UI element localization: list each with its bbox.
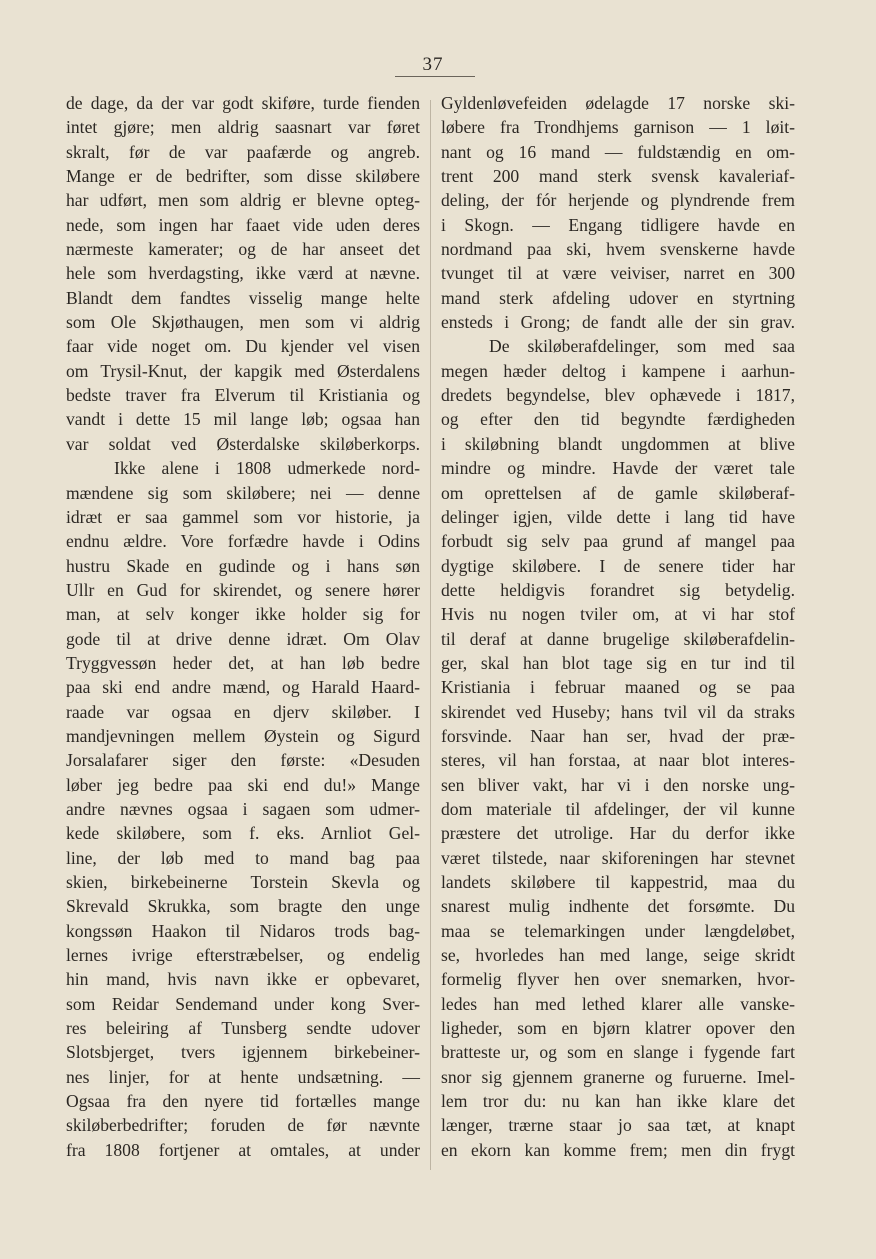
text-line: været tilstede, naar skiforeningen har stevnet bbox=[441, 847, 795, 868]
text-line: ledes han med lethed klarer alle vanske- bbox=[441, 993, 795, 1014]
text-line: man, at selv konger ikke holder sig for bbox=[66, 604, 420, 625]
text-line: intet gjøre; men aldrig saasnart var føret bbox=[66, 117, 420, 138]
text-line: steres, vil han forstaa, at naar blot interes- bbox=[441, 750, 795, 771]
text-line: snarest mulig indhente det forsømte. Du bbox=[441, 896, 795, 917]
text-line: Skrevald Skrukka, som bragte den unge bbox=[66, 896, 420, 917]
text-line: nærmeste kamerater; og de har anseet det bbox=[66, 239, 420, 260]
text-line: bedste traver fra Elverum til Kristiania og bbox=[66, 385, 420, 406]
page-number: 37 bbox=[422, 54, 444, 75]
text-line: faar vide noget om. Du kjender vel visen bbox=[66, 336, 420, 357]
text-line: line, der løb med to mand bag paa bbox=[66, 847, 420, 868]
text-line: se, hvorledes han med lange, seige skridt bbox=[441, 945, 795, 966]
text-line: Kristiania i februar maaned og se paa bbox=[441, 677, 795, 698]
text-line: mandjevningen mellem Øystein og Sigurd bbox=[66, 725, 420, 746]
text-line: mændene sig som skiløbere; nei — denne bbox=[66, 482, 420, 503]
text-line: dredets begyndelse, blev ophævede i 1817, bbox=[441, 385, 795, 406]
header-rule bbox=[395, 76, 475, 77]
text-line: nordmand paa ski, hvem svenskerne havde bbox=[441, 239, 795, 260]
text-line: dette heldigvis forandret sig betydelig. bbox=[441, 579, 795, 600]
text-line: deling, der fór herjende og plyndrende frem bbox=[441, 190, 795, 211]
text-line: Ullr en Gud for skirendet, og senere hører bbox=[66, 579, 420, 600]
left-column bbox=[66, 91, 420, 1162]
text-line: dygtige skiløbere. I de senere tider har bbox=[441, 555, 795, 576]
text-line: Blandt dem fandtes visselig mange helte bbox=[66, 287, 420, 308]
text-line: paa ski end andre mænd, og Harald Haard- bbox=[66, 677, 420, 698]
text-line: delinger igjen, vilde dette i lang tid have bbox=[441, 506, 795, 527]
text-line: kongssøn Haakon til Nidaros trods bag- bbox=[66, 920, 420, 941]
text-line: kede skiløbere, som f. eks. Arnliot Gel- bbox=[66, 823, 420, 844]
text-line: nant og 16 mand — fuldstændig en om- bbox=[441, 141, 795, 162]
text-line: res beleiring af Tunsberg sendte udover bbox=[66, 1018, 420, 1039]
right-column bbox=[441, 91, 795, 1162]
text-line: formelig flyver hen over snemarken, hvor- bbox=[441, 969, 795, 990]
text-line: Slotsbjerget, tvers igjennem birkebeiner- bbox=[66, 1042, 420, 1063]
text-line: gode til at drive denne idræt. Om Olav bbox=[66, 628, 420, 649]
text-line: Hvis nu nogen tviler om, at vi har stof bbox=[441, 604, 795, 625]
text-line: raade var ogsaa en djerv skiløber. I bbox=[66, 701, 420, 722]
text-line: som Ole Skjøthaugen, men som vi aldrig bbox=[66, 312, 420, 333]
text-line: skirendet ved Huseby; hans tvil vil da straks bbox=[441, 701, 795, 722]
text-line: længer, trærne staar jo saa tæt, at knapt bbox=[441, 1115, 795, 1136]
text-line: snor sig gjennem granerne og furuerne. Imel- bbox=[441, 1066, 795, 1087]
text-line: i skiløbning blandt ungdommen at blive bbox=[441, 433, 795, 454]
text-line: Jorsalafarer siger den første: «Desuden bbox=[66, 750, 420, 771]
text-line: ligheder, som en bjørn klatrer opover den bbox=[441, 1018, 795, 1039]
text-line: lem tror du: nu kan han ikke klare det bbox=[441, 1091, 795, 1112]
text-line: hustru Skade en gudinde og i hans søn bbox=[66, 555, 420, 576]
text-line: løber jeg bedre paa ski end du!» Mange bbox=[66, 774, 420, 795]
text-line: sen bliver vakt, har vi i den norske ung- bbox=[441, 774, 795, 795]
text-line: ger, skal han blot tage sig en tur ind til bbox=[441, 652, 795, 673]
text-line: landets skiløbere til kappestrid, maa du bbox=[441, 872, 795, 892]
text-line: en ekorn kan komme frem; men din frygt bbox=[441, 1139, 795, 1160]
text-line: megen hæder deltog i kampene i aarhun- bbox=[441, 360, 795, 381]
text-line: til deraf at danne brugelige skiløberafdelin- bbox=[441, 628, 795, 649]
text-line: i Skogn. — Engang tidligere havde en bbox=[441, 214, 795, 235]
text-line: De skiløberafdelinger, som med saa bbox=[489, 336, 795, 357]
text-line: Ikke alene i 1808 udmerkede nord- bbox=[114, 458, 420, 479]
text-line: mindre og mindre. Havde der været tale bbox=[441, 458, 795, 479]
text-line: om oprettelsen af de gamle skiløberaf- bbox=[441, 482, 795, 503]
text-line: skiløberbedrifter; foruden de før nævnte bbox=[66, 1115, 420, 1136]
text-line: trent 200 mand sterk svensk kavaleriaf- bbox=[441, 166, 795, 187]
text-line: bratteste ur, og som en slange i fygende fart bbox=[441, 1042, 795, 1063]
text-line: Gyldenløvefeiden ødelagde 17 norske ski- bbox=[441, 93, 795, 113]
text-line: fra 1808 fortjener at omtales, at under bbox=[66, 1139, 420, 1160]
text-line: skien, birkebeinerne Torstein Skevla og bbox=[66, 872, 420, 892]
text-line: forsvinde. Naar han ser, hvad der præ- bbox=[441, 725, 795, 746]
text-line: nede, som ingen har faaet vide uden deres bbox=[66, 214, 420, 235]
text-line: var soldat ved Østerdalske skiløberkorps. bbox=[66, 433, 420, 454]
text-line: mand sterk afdeling udover en styrtning bbox=[441, 287, 795, 308]
text-line: har udført, men som aldrig er blevne opteg- bbox=[66, 190, 420, 211]
text-line: præstere det utrolige. Har du derfor ikke bbox=[441, 823, 795, 844]
text-line: lernes ivrige efterstræbelser, og endelig bbox=[66, 945, 420, 966]
text-line: forbudt sig selv paa grund af mangel paa bbox=[441, 531, 795, 552]
text-line: maa se telemarkingen under længdeløbet, bbox=[441, 920, 795, 941]
text-line: om Trysil-Knut, der kapgik med Østerdalens bbox=[66, 360, 420, 381]
text-line: Ogsaa fra den nyere tid fortælles mange bbox=[66, 1091, 420, 1112]
text-line: de dage, da der var godt skiføre, turde fienden bbox=[66, 93, 420, 113]
text-line: og efter den tid begyndte færdigheden bbox=[441, 409, 795, 430]
text-line: vandt i dette 15 mil lange løb; ogsaa han bbox=[66, 409, 420, 430]
text-line: Tryggvessøn heder det, at han løb bedre bbox=[66, 652, 420, 673]
text-line: som Reidar Sendemand under kong Sver- bbox=[66, 993, 420, 1014]
column-divider bbox=[430, 100, 431, 1170]
text-line: idræt er saa gammel som vor historie, ja bbox=[66, 506, 420, 527]
text-line: ensteds i Grong; de fandt alle der sin grav. bbox=[441, 312, 795, 333]
text-line: Mange er de bedrifter, som disse skiløbere bbox=[66, 166, 420, 187]
text-line: løbere fra Trondhjems garnison — 1 løit- bbox=[441, 117, 795, 138]
text-line: andre nævnes ogsaa i sagaen som udmer- bbox=[66, 798, 420, 819]
text-line: nes linjer, for at hente undsætning. — bbox=[66, 1066, 420, 1087]
text-line: hele som hverdagsting, ikke værd at nævne. bbox=[66, 263, 420, 284]
text-line: tvunget til at være veiviser, narret en 300 bbox=[441, 263, 795, 284]
text-line: hin mand, hvis navn ikke er opbevaret, bbox=[66, 969, 420, 990]
text-line: dom materiale til afdelinger, der vil kunne bbox=[441, 798, 795, 819]
text-line: skralt, før de var paafærde og angreb. bbox=[66, 141, 420, 162]
text-line: endnu ældre. Vore forfædre havde i Odins bbox=[66, 531, 420, 552]
